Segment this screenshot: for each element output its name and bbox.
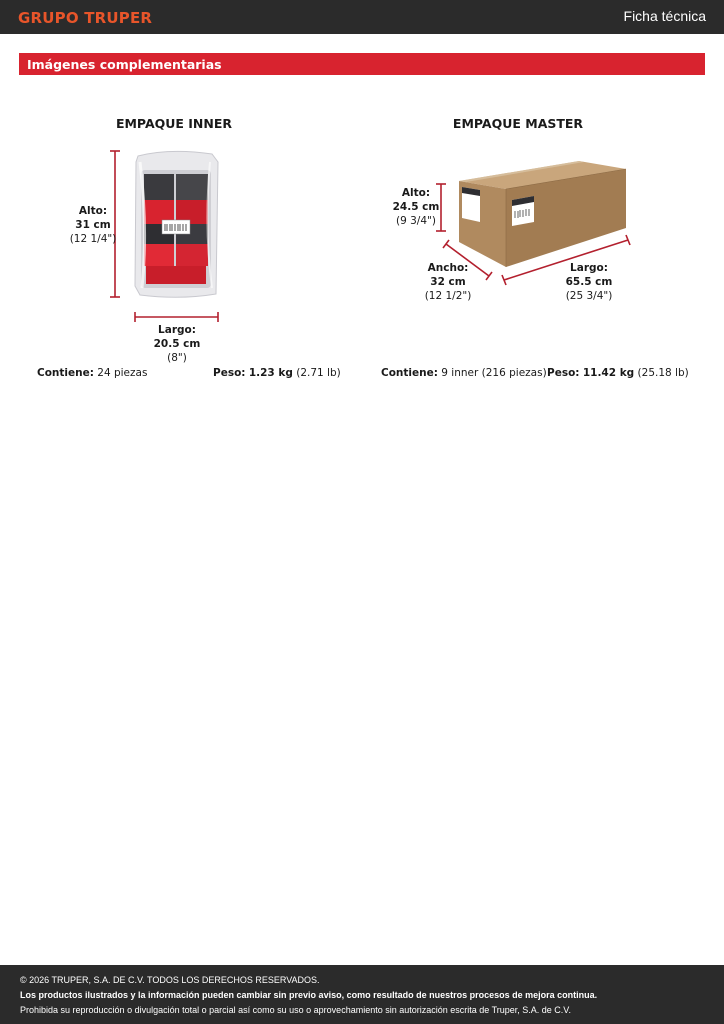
master-heading: EMPAQUE MASTER (452, 116, 584, 131)
section-header (19, 53, 705, 75)
master-height-label: Alto: 24.5 cm (9 3/4") (392, 187, 440, 227)
footer-copyright: © 2026 TRUPER, S.A. DE C.V. TODOS LOS DERECHOS RESERVADOS. (20, 975, 320, 985)
master-contents: Contiene: 9 inner (216 piezas) (381, 367, 547, 379)
inner-weight: Peso: 1.23 kg (2.71 lb) (213, 367, 341, 379)
section-title: Imágenes complementarias (27, 57, 222, 72)
master-width-label: Ancho: 32 cm (12 1/2") (424, 262, 472, 302)
footer-rights: Prohibida su reproducción o divulgación total o parcial así como su uso o aprovechamiento sin autorización escrita de Truper, S.A. de C.V. (20, 1005, 571, 1015)
footer-notice: Los productos ilustrados y la información pueden cambiar sin previo aviso, como resultado de nuestros procesos de mejora continua. (20, 990, 598, 1000)
inner-package-image (108, 148, 228, 324)
brand-logo: GRUPO TRUPER (18, 9, 153, 27)
top-bar (0, 0, 724, 34)
inner-width-dimension-line (135, 312, 218, 322)
inner-length-label: Largo: 20.5 cm (8") (153, 324, 201, 364)
document-type: Ficha técnica (623, 8, 706, 24)
inner-heading: EMPAQUE INNER (115, 116, 233, 131)
footer (0, 965, 724, 1024)
inner-contents: Contiene: 24 piezas (37, 367, 148, 379)
inner-height-label: Alto: 31 cm (12 1/4") (69, 205, 117, 245)
master-weight: Peso: 11.42 kg (25.18 lb) (547, 367, 689, 379)
master-length-label: Largo: 65.5 cm (25 3/4") (565, 262, 613, 302)
